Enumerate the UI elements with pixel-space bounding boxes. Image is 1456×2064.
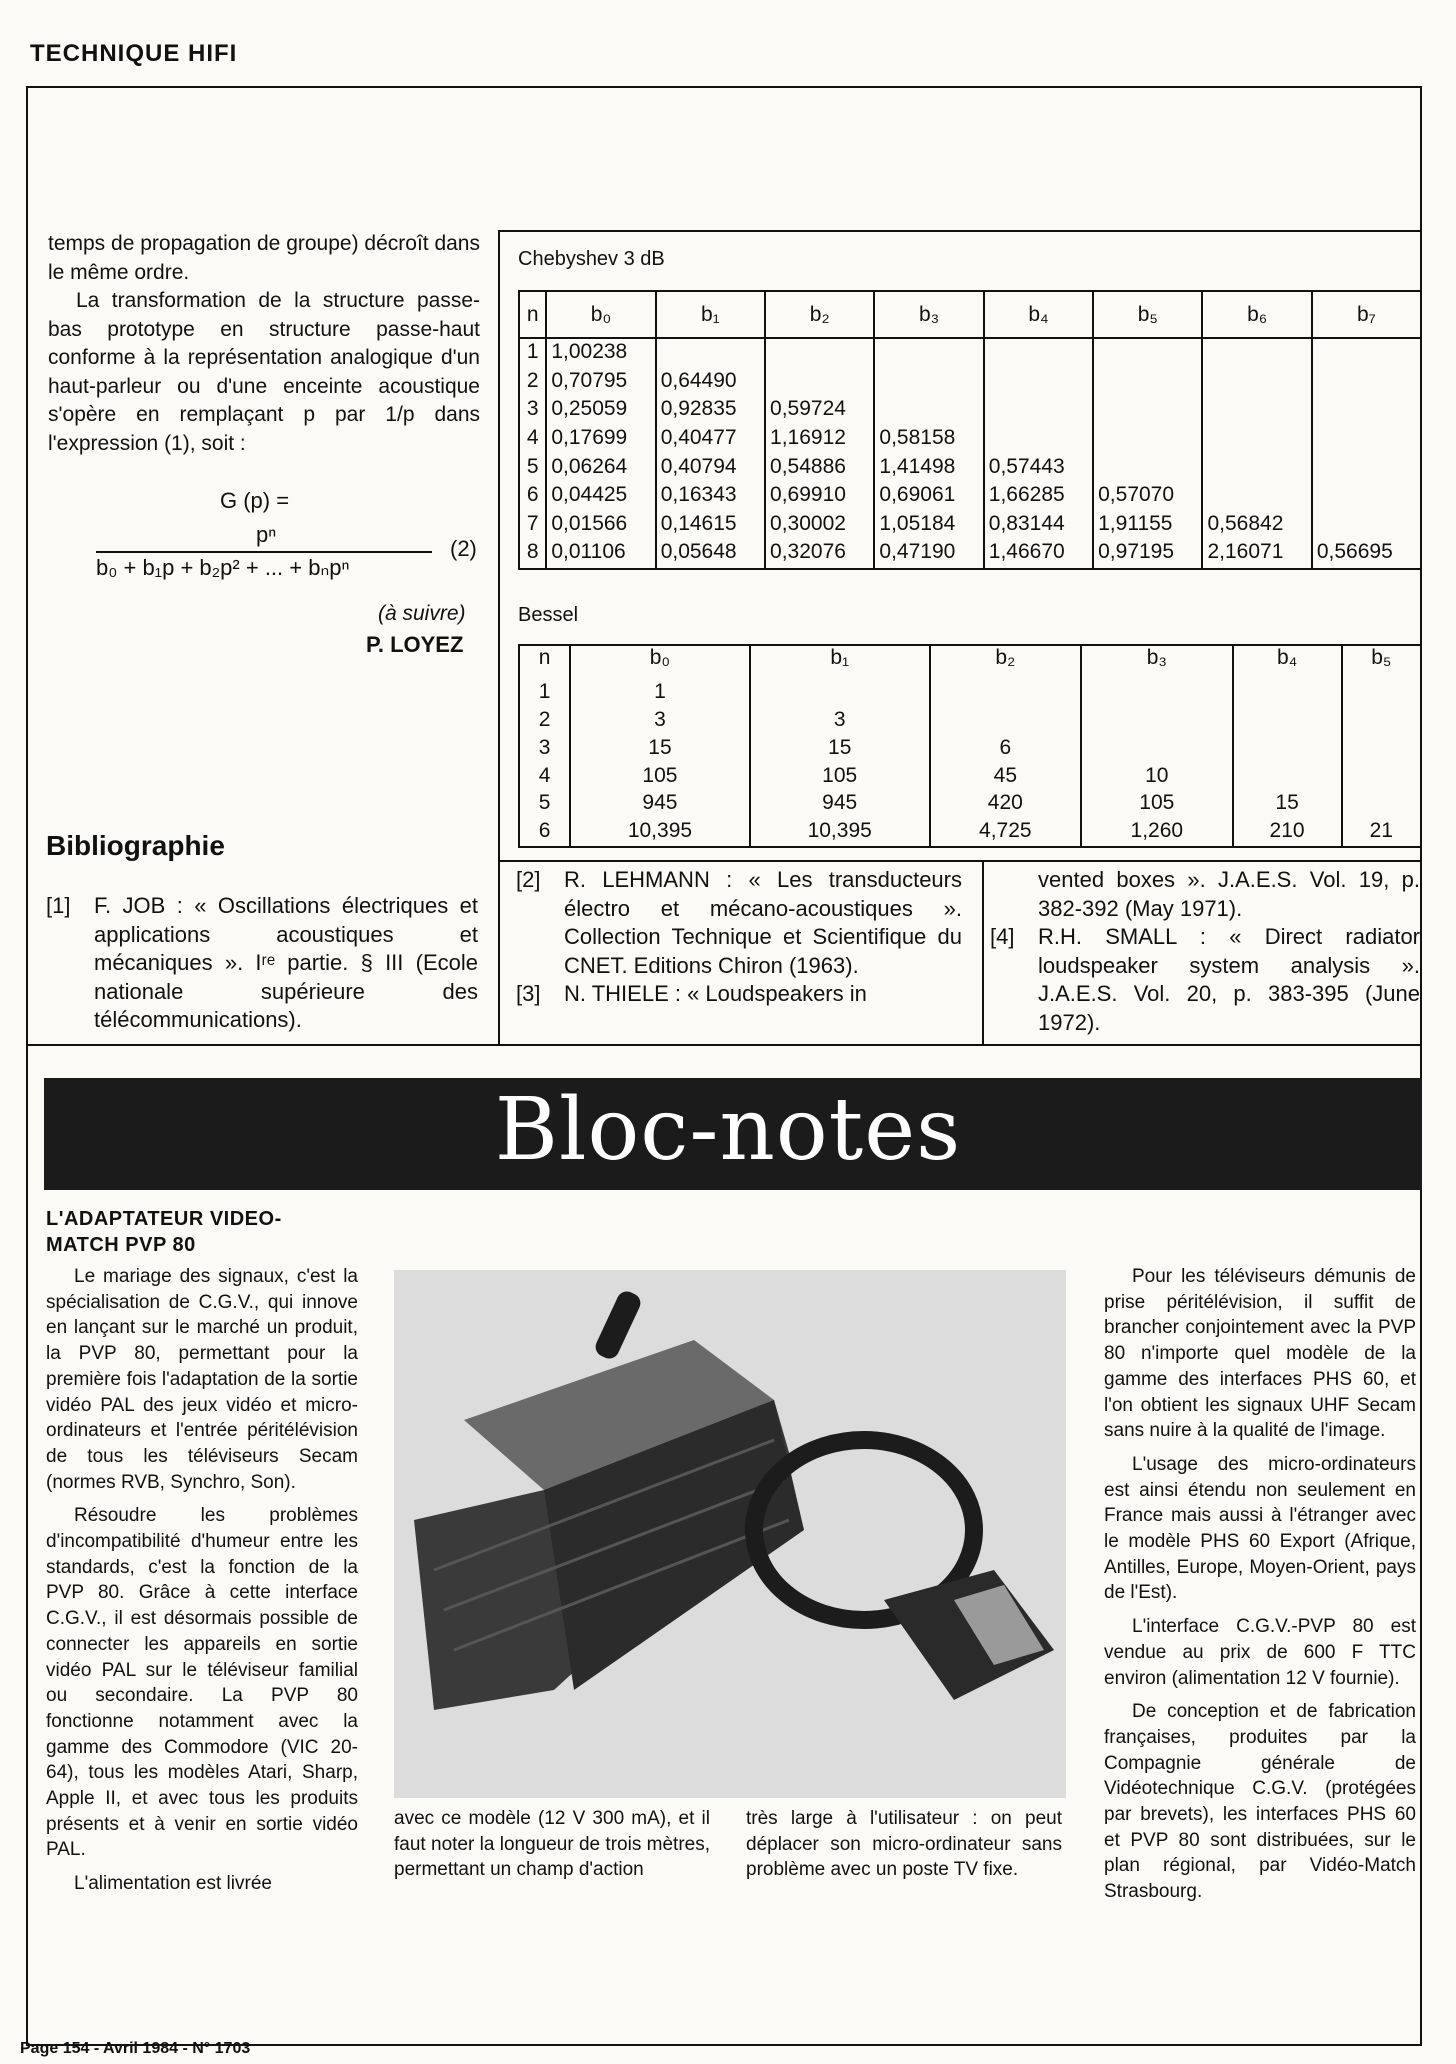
table-cell: 0,70795 bbox=[546, 368, 655, 397]
product-photo bbox=[394, 1270, 1066, 1798]
table-cell: 1,91155 bbox=[1093, 511, 1202, 540]
item-text: F. JOB : « Oscillations électriques et applications acoustiques et mécaniques ». Iʳᵉ partie. § III (Ecole nationale supérieure des télécommunications). bbox=[94, 893, 478, 1032]
item-number: [2] bbox=[516, 867, 541, 892]
table-row bbox=[520, 539, 1420, 568]
table-cell: 1,16912 bbox=[765, 425, 874, 454]
table-cell: 3 bbox=[538, 735, 551, 759]
table-header-cell: b₂ bbox=[765, 292, 874, 338]
table-cell: 1,66285 bbox=[984, 482, 1093, 511]
table-cell: 0,58158 bbox=[874, 425, 983, 454]
bessel-caption: Bessel bbox=[518, 604, 579, 626]
table-cell: 4 bbox=[526, 425, 539, 449]
table-header-cell: b₄ bbox=[1233, 646, 1342, 679]
table-cell bbox=[1233, 707, 1342, 735]
table-cell: 1 bbox=[538, 680, 551, 704]
table-cell: 6 bbox=[526, 483, 539, 507]
table-cell: 1,46670 bbox=[984, 539, 1093, 568]
table-cell bbox=[984, 338, 1093, 368]
table-cell: 15 bbox=[570, 735, 750, 763]
table-cell: 0,14615 bbox=[656, 511, 765, 540]
table-cell: 6 bbox=[538, 819, 551, 843]
bibliography-item bbox=[46, 892, 478, 1035]
table-cell: 105 bbox=[750, 763, 930, 791]
formula-lhs: G (p) = bbox=[220, 488, 290, 513]
table-cell: 0,92835 bbox=[656, 396, 765, 425]
article-column-3: très large à l'utilisateur : on peut déplacer son micro-ordinateur sans problème avec un poste TV fixe. bbox=[746, 1808, 1062, 1881]
table-cell bbox=[1312, 454, 1420, 483]
table-cell: 0,56842 bbox=[1202, 511, 1311, 540]
item-text: N. THIELE : « Loudspeakers in bbox=[564, 981, 867, 1006]
table-cell: 0,01106 bbox=[546, 539, 655, 568]
table-cell: 105 bbox=[1081, 790, 1232, 818]
table-cell bbox=[750, 679, 930, 707]
table-cell bbox=[1093, 368, 1202, 397]
table-cell bbox=[1342, 763, 1420, 791]
table-cell: 0,40794 bbox=[656, 454, 765, 483]
table-cell bbox=[1342, 790, 1420, 818]
article-column-4 bbox=[1104, 1264, 1416, 1913]
bibliography-column-1 bbox=[46, 892, 478, 1035]
table-cell: 2 bbox=[538, 708, 551, 732]
table-header-cell: n bbox=[538, 646, 551, 669]
table-cell bbox=[1093, 454, 1202, 483]
table-cell bbox=[1202, 338, 1311, 368]
table-cell: 45 bbox=[930, 763, 1081, 791]
table-cell bbox=[1233, 763, 1342, 791]
table-header-cell: b₁ bbox=[656, 292, 765, 338]
table-cell bbox=[874, 338, 983, 368]
bibliography-column-2 bbox=[516, 866, 962, 1009]
page-footer: Page 154 - Avril 1984 - N° 1703 bbox=[20, 2040, 251, 2057]
table-cell: 0,57070 bbox=[1093, 482, 1202, 511]
table-row bbox=[520, 425, 1420, 454]
bessel-table bbox=[518, 644, 1422, 848]
paragraph: temps de propagation de groupe) décroît dans le même ordre. bbox=[48, 232, 480, 284]
table-cell: 0,25059 bbox=[546, 396, 655, 425]
formula-numerator: pⁿ bbox=[256, 522, 277, 547]
table-cell bbox=[1312, 511, 1420, 540]
equation-number: (2) bbox=[450, 536, 477, 561]
table-row bbox=[520, 790, 1420, 818]
item-number bbox=[990, 866, 1038, 923]
table-cell bbox=[930, 679, 1081, 707]
table-cell bbox=[1093, 425, 1202, 454]
table-cell bbox=[1342, 679, 1420, 707]
table-cell: 0,16343 bbox=[656, 482, 765, 511]
item-text: R. LEHMANN : « Les transducteurs électro et mécano-acoustiques ». Collection Technique et Scientifique du CNET. Editions Chiron (1963). bbox=[564, 867, 962, 978]
table-cell bbox=[1233, 735, 1342, 763]
table-cell bbox=[765, 368, 874, 397]
table-cell: 1,00238 bbox=[546, 338, 655, 368]
table-header-cell: n bbox=[520, 292, 546, 338]
table-cell: 0,83144 bbox=[984, 511, 1093, 540]
table-cell: 15 bbox=[750, 735, 930, 763]
table-cell bbox=[1202, 482, 1311, 511]
table-header-cell: b₁ bbox=[750, 646, 930, 679]
bibliography-divider bbox=[982, 860, 984, 1046]
item-number: [4] bbox=[990, 924, 1015, 949]
table-cell bbox=[984, 368, 1093, 397]
table-cell: 1,260 bbox=[1081, 818, 1232, 846]
table-cell bbox=[1312, 396, 1420, 425]
table-cell: 0,05648 bbox=[656, 539, 765, 568]
table-cell: 0,17699 bbox=[546, 425, 655, 454]
table-cell: 945 bbox=[570, 790, 750, 818]
table-header-cell: b₆ bbox=[1202, 292, 1311, 338]
table-cell bbox=[765, 338, 874, 368]
formula-denominator: b₀ + b₁p + b₂p² + ... + bₙpⁿ bbox=[96, 555, 350, 580]
table-cell: 1,05184 bbox=[874, 511, 983, 540]
table-cell: 0,47190 bbox=[874, 539, 983, 568]
table-cell: 0,32076 bbox=[765, 539, 874, 568]
table-area-top-rule bbox=[498, 230, 1422, 232]
table-cell: 210 bbox=[1233, 818, 1342, 846]
table-cell bbox=[1342, 707, 1420, 735]
table-row bbox=[520, 763, 1420, 791]
table-cell: 4,725 bbox=[930, 818, 1081, 846]
table-cell: 1,41498 bbox=[874, 454, 983, 483]
left-column bbox=[48, 230, 480, 458]
table-header-cell: b₇ bbox=[1312, 292, 1420, 338]
chebyshev-table bbox=[518, 290, 1422, 570]
item-text: vented boxes ». J.A.E.S. Vol. 19, p. 382-392 (May 1971). bbox=[1038, 867, 1420, 921]
table-row bbox=[520, 482, 1420, 511]
article-column-2: avec ce modèle (12 V 300 mA), et il faut noter la longueur de trois mètres, permettant un champ d'action bbox=[394, 1808, 710, 1881]
bibliography-item bbox=[516, 866, 962, 980]
table-row bbox=[520, 818, 1420, 846]
table-cell: 0,97195 bbox=[1093, 539, 1202, 568]
bibliography-column-3 bbox=[990, 866, 1420, 1037]
table-row bbox=[520, 396, 1420, 425]
table-cell: 7 bbox=[526, 511, 539, 535]
table-cell bbox=[1312, 368, 1420, 397]
item-number: [1] bbox=[46, 893, 71, 918]
table-cell: 2,16071 bbox=[1202, 539, 1311, 568]
table-cell: 10 bbox=[1081, 763, 1232, 791]
paragraph: Le mariage des signaux, c'est la spécialisation de C.G.V., qui innove en lançant sur le marché un produit, la PVP 80, permettant pour la première fois l'adaptation de la sortie vidéo PAL des jeux vidéo et micro-ordinateurs et l'entrée péritélévision de tous les téléviseurs Secam (normes RVB, Synchro, Son). bbox=[46, 1266, 358, 1493]
table-cell: 0,30002 bbox=[765, 511, 874, 540]
table-cell bbox=[930, 707, 1081, 735]
author: P. LOYEZ bbox=[366, 632, 464, 657]
table-cell bbox=[984, 425, 1093, 454]
table-cell: 1 bbox=[526, 340, 539, 363]
bibliography-top-rule bbox=[498, 860, 1422, 862]
table-cell bbox=[1312, 338, 1420, 368]
table-cell bbox=[1202, 396, 1311, 425]
table-row bbox=[520, 454, 1420, 483]
paragraph: De conception et de fabrication françaises, produites par la Compagnie générale de Vidéotechnique C.G.V. (protégées par brevets), les interfaces PHS 60 et PVP 80 sont distribuées, sur le plan régional, par Vidéo-Match Strasbourg. bbox=[1104, 1701, 1416, 1903]
table-cell bbox=[1202, 454, 1311, 483]
table-cell bbox=[1202, 368, 1311, 397]
table-cell: 8 bbox=[526, 540, 539, 564]
item-text: R.H. SMALL : « Direct radiator loudspeaker system analysis ». J.A.E.S. Vol. 20, p. 383-395 (June 1972). bbox=[1038, 924, 1420, 1035]
table-cell: 5 bbox=[526, 454, 539, 478]
table-header-cell: b₃ bbox=[874, 292, 983, 338]
table-cell bbox=[1202, 425, 1311, 454]
table-row bbox=[520, 707, 1420, 735]
table-header-cell: b₀ bbox=[546, 292, 655, 338]
paragraph: L'alimentation est livrée bbox=[74, 1873, 272, 1895]
chebyshev-caption: Chebyshev 3 dB bbox=[518, 248, 665, 270]
table-cell bbox=[1312, 425, 1420, 454]
table-row bbox=[520, 368, 1420, 397]
table-cell: 6 bbox=[930, 735, 1081, 763]
table-cell: 3 bbox=[750, 707, 930, 735]
table-cell: 4 bbox=[538, 763, 551, 787]
table-header-cell: b₀ bbox=[570, 646, 750, 679]
table-header-cell: b₄ bbox=[984, 292, 1093, 338]
table-cell: 0,69061 bbox=[874, 482, 983, 511]
bibliography-title: Bibliographie bbox=[46, 830, 225, 861]
table-cell bbox=[1093, 396, 1202, 425]
table-cell: 420 bbox=[930, 790, 1081, 818]
paragraph: L'interface C.G.V.-PVP 80 est vendue au prix de 600 F TTC environ (alimentation 12 V fournie). bbox=[1104, 1616, 1416, 1689]
table-cell bbox=[656, 338, 765, 368]
table-cell: 10,395 bbox=[570, 818, 750, 846]
table-cell: 945 bbox=[750, 790, 930, 818]
table-cell bbox=[1081, 707, 1232, 735]
table-header-row bbox=[520, 646, 1420, 679]
table-cell: 0,56695 bbox=[1312, 539, 1420, 568]
table-cell: 0,64490 bbox=[656, 368, 765, 397]
table-cell bbox=[1081, 735, 1232, 763]
table-row bbox=[520, 679, 1420, 707]
table-cell: 10,395 bbox=[750, 818, 930, 846]
table-header-cell: b₅ bbox=[1342, 646, 1420, 679]
paragraph: Résoudre les problèmes d'incompatibilité d'humeur entre les standards, c'est la fonction de la PVP 80. Grâce à cette interface C.G.V., il est désormais possible de connecter les appareils en sortie vidéo PAL sur le téléviseur familial ou secondaire. La PVP 80 fonctionne notamment avec la gamme des Commodore (VIC 20-64), tous les modèles Atari, Sharp, Apple II, et avec tous les produits présents et à venir en sortie vidéo PAL. bbox=[46, 1505, 358, 1861]
section-header: TECHNIQUE HIFI bbox=[30, 40, 238, 67]
bibliography-item bbox=[990, 866, 1420, 923]
to-follow: (à suivre) bbox=[378, 602, 466, 625]
table-cell: 0,57443 bbox=[984, 454, 1093, 483]
table-cell: 0,01566 bbox=[546, 511, 655, 540]
table-cell bbox=[1312, 482, 1420, 511]
bibliography-item bbox=[516, 980, 962, 1009]
article-column-1 bbox=[46, 1264, 358, 1905]
pvp80-adapter-illustration bbox=[394, 1270, 1066, 1798]
table-cell: 105 bbox=[570, 763, 750, 791]
bibliography-item bbox=[990, 923, 1420, 1037]
table-row bbox=[520, 735, 1420, 763]
table-cell: 0,54886 bbox=[765, 454, 874, 483]
table-cell bbox=[874, 396, 983, 425]
table-cell bbox=[874, 368, 983, 397]
item-number: [3] bbox=[516, 981, 541, 1006]
table-cell: 0,40477 bbox=[656, 425, 765, 454]
paragraph: L'usage des micro-ordinateurs est ainsi étendu non seulement en France mais aussi à l'étranger avec le modèle PHS 60 Export (Afrique, Antilles, Europe, Moyen-Orient, pays de l'Est). bbox=[1104, 1453, 1416, 1604]
table-cell: 15 bbox=[1233, 790, 1342, 818]
table-cell: 1 bbox=[570, 679, 750, 707]
table-cell: 3 bbox=[570, 707, 750, 735]
table-cell: 3 bbox=[526, 397, 539, 421]
table-row bbox=[520, 511, 1420, 540]
table-cell: 2 bbox=[526, 368, 539, 392]
table-cell: 0,06264 bbox=[546, 454, 655, 483]
table-header-cell: b₃ bbox=[1081, 646, 1232, 679]
banner-title: Bloc-notes bbox=[494, 1080, 962, 1180]
table-cell bbox=[1233, 679, 1342, 707]
table-cell: 0,04425 bbox=[546, 482, 655, 511]
table-cell bbox=[984, 396, 1093, 425]
paragraph: Pour les téléviseurs démunis de prise péritélévision, il suffit de brancher conjointement avec la PVP 80 n'importe quel modèle de la gamme des interfaces PHS 60, et l'on obtient les signaux UHF Secam sans nuire à la qualité de l'image. bbox=[1104, 1266, 1416, 1442]
table-cell: 0,59724 bbox=[765, 396, 874, 425]
table-header-cell: b₂ bbox=[930, 646, 1081, 679]
paragraph: La transformation de la structure passe-bas prototype en structure passe-haut conforme à la représentation analogique d'un haut-parleur ou d'une enceinte acoustique s'opère en remplaçant p par 1/p dans l'expression (1), soit : bbox=[48, 289, 480, 455]
table-cell bbox=[1342, 735, 1420, 763]
table-cell bbox=[1081, 679, 1232, 707]
article-title: L'ADAPTATEUR VIDEO-MATCH PVP 80 bbox=[46, 1208, 282, 1256]
column-divider-left bbox=[498, 230, 500, 1046]
section-rule bbox=[26, 1044, 1422, 1046]
table-cell: 0,69910 bbox=[765, 482, 874, 511]
table-cell: 5 bbox=[538, 791, 551, 815]
fraction-bar bbox=[96, 551, 432, 553]
table-row bbox=[520, 338, 1420, 368]
table-cell: 21 bbox=[1342, 818, 1420, 846]
table-cell bbox=[1093, 338, 1202, 368]
table-header-cell: b₅ bbox=[1093, 292, 1202, 338]
